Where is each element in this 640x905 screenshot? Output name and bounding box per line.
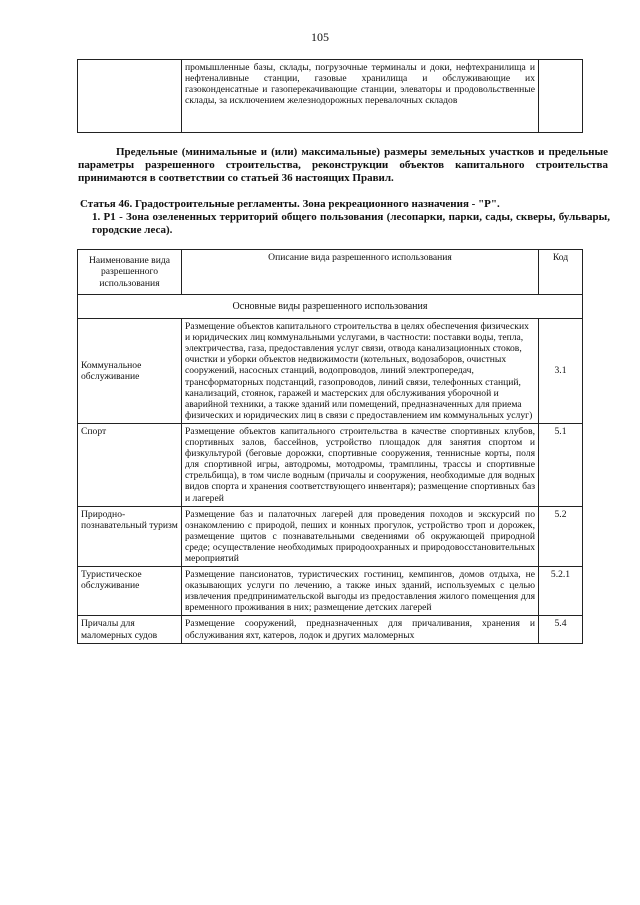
header-row <box>78 250 583 295</box>
table-row <box>78 567 583 616</box>
description-cell: промышленные базы, склады, погрузочные терминалы и доки, нефтехранилища и нефтеналивные станции, газовые хранилища и обслуживающие их газоконденсатные и газоперекачивающие станции, элеваторы и продовольственные склады, за исключением железнодорожных перевалочных складов <box>182 60 539 133</box>
name-cell: Спорт <box>78 423 182 506</box>
code-cell: 3.1 <box>539 319 583 424</box>
description-cell: Размещение объектов капитального строительства в качестве спортивных клубов, спортивных залов, бассейнов, устройство площадок для занятия спортом и физкультурой (беговые дорожки, спортивные сооружения, теннисные корты, поля для спортивной игры, автодромы, мотодромы, трамплины, трассы и спортивные стрельбища), в том числе водным (причалы и сооружения, необходимые для водных видов спорта и хранения соответствующего инвентаря); размещение спортивных баз и лагерей <box>182 423 539 506</box>
code-cell: 5.4 <box>539 616 583 643</box>
name-cell: Природно-познавательный туризм <box>78 506 182 566</box>
limits-paragraph: Предельные (минимальные и (или) максимальные) размеры земельных участков и предельные параметры разрешенного строительства, реконструкции объектов капитального строительства принимаются в соответствии со статьей 36 настоящих Правил. <box>78 146 608 184</box>
code-cell <box>539 60 583 133</box>
description-cell: Размещение пансионатов, туристических гостиниц, кемпингов, домов отдыха, не оказывающих услуги по лечению, а также иных зданий, используемых с целью извлечения предпринимательской выгоды из предоставления жилого помещения для временного проживания в них; размещение детских лагерей <box>182 567 539 616</box>
table-row <box>78 60 583 133</box>
code-cell: 5.1 <box>539 423 583 506</box>
code-cell: 5.2.1 <box>539 567 583 616</box>
zone-heading: 1. Р1 - Зона озелененных территорий общего пользования (лесопарки, парки, сады, скверы, бульвары, городские леса). <box>92 211 610 236</box>
header-name: Наименование вида разрешенного использования <box>78 250 182 295</box>
description-cell: Размещение объектов капитального строительства в целях обеспечения физических и юридических лиц коммунальными услугами, в частности: поставки воды, тепла, электричества, газа, предоставления услуг связи, отвода канализационных стоков, очистки и уборки объектов недвижимости (котельных, водозаборов, очистных сооружений, насосных станций, водопроводов, линий электропередач, трансформаторных подстанций, газопроводов, линий связи, телефонных станций, канализаций, стоянок, гаражей и мастерских для обслуживания уборочной и аварийной техники, а также зданий или помещений, предназначенных для приема физических и юридических лиц в связи с предоставлением им коммунальных услуг) <box>182 319 539 424</box>
article-heading: Статья 46. Градостроительные регламенты. Зона рекреационного назначения - "Р". <box>80 198 500 210</box>
header-description: Описание вида разрешенного использования <box>182 250 539 295</box>
table-row <box>78 616 583 643</box>
description-cell: Размещение сооружений, предназначенных для причаливания, хранения и обслуживания яхт, катеров, лодок и других маломерных <box>182 616 539 643</box>
table-row <box>78 423 583 506</box>
name-cell <box>78 60 182 133</box>
section-row <box>78 295 583 319</box>
continued-table <box>77 59 583 133</box>
page-number: 105 <box>311 30 329 44</box>
name-cell: Коммунальное обслуживание <box>78 319 182 424</box>
header-code: Код <box>539 250 583 295</box>
code-cell: 5.2 <box>539 506 583 566</box>
section-title: Основные виды разрешенного использования <box>78 295 583 319</box>
table-row <box>78 319 583 424</box>
description-cell: Размещение баз и палаточных лагерей для проведения походов и экскурсий по ознакомлению с природой, пеших и конных прогулок, устройство троп и дорожек, размещение щитов с познавательными сведениями об окружающей природной среде; осуществление необходимых природоохранных и природовосстановительных мероприятий <box>182 506 539 566</box>
name-cell: Причалы для маломерных судов <box>78 616 182 643</box>
permitted-use-table <box>77 249 583 644</box>
name-cell: Туристическое обслуживание <box>78 567 182 616</box>
table-row <box>78 506 583 566</box>
